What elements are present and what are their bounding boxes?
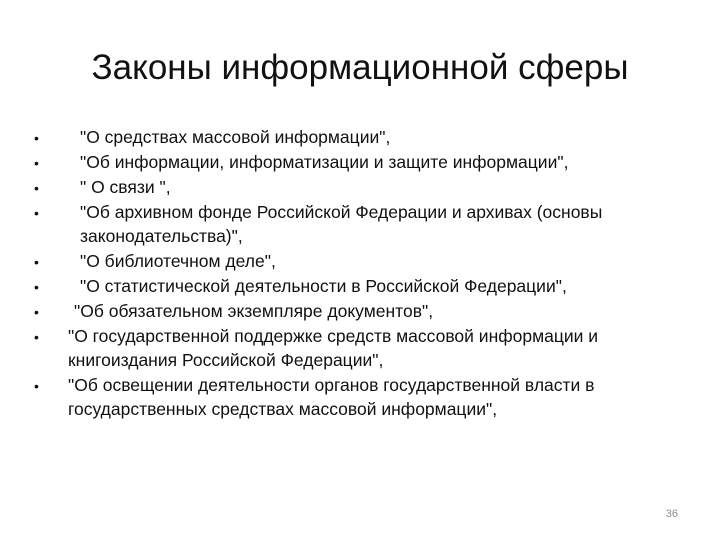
list-item <box>34 274 674 298</box>
bullet-icon: • <box>34 304 39 320</box>
list-item <box>34 175 674 199</box>
bullet-icon: • <box>34 329 39 345</box>
list-item-text: "О библиотечном деле", <box>80 251 276 271</box>
list-item <box>34 249 674 273</box>
list-item <box>34 150 674 174</box>
list-item <box>34 324 674 372</box>
bullet-icon: • <box>34 180 39 196</box>
list-item-text: "О статистической деятельности в Российской Федерации", <box>80 276 567 296</box>
page-number: 36 <box>665 508 678 520</box>
list-item-text: "Об освещении деятельности органов государственной власти в государственных средствах массовой информации", <box>68 375 595 419</box>
bullet-icon: • <box>34 155 39 171</box>
list-item <box>34 299 674 323</box>
bullet-icon: • <box>34 205 39 221</box>
list-item-text: "Об обязательном экземпляре документов", <box>74 301 434 321</box>
list-item-text: "Об информации, информатизации и защите информации", <box>80 152 569 172</box>
bullet-icon: • <box>34 279 39 295</box>
list-item <box>34 373 674 421</box>
bullet-list <box>34 125 674 422</box>
list-item-text: " О связи ", <box>80 177 171 197</box>
list-item <box>34 200 674 248</box>
list-item-text: "Об архивном фонде Российской Федерации и архивах (основы законодательства)", <box>80 202 603 246</box>
list-item-text: "О государственной поддержке средств массовой информации и книгоиздания Российской Федерации", <box>68 326 599 370</box>
bullet-icon: • <box>34 378 39 394</box>
slide-title: Законы информационной сферы <box>91 48 629 87</box>
list-item-text: "О средствах массовой информации", <box>80 127 391 147</box>
bullet-icon: • <box>34 254 39 270</box>
list-item <box>34 125 674 149</box>
bullet-icon: • <box>34 130 39 146</box>
